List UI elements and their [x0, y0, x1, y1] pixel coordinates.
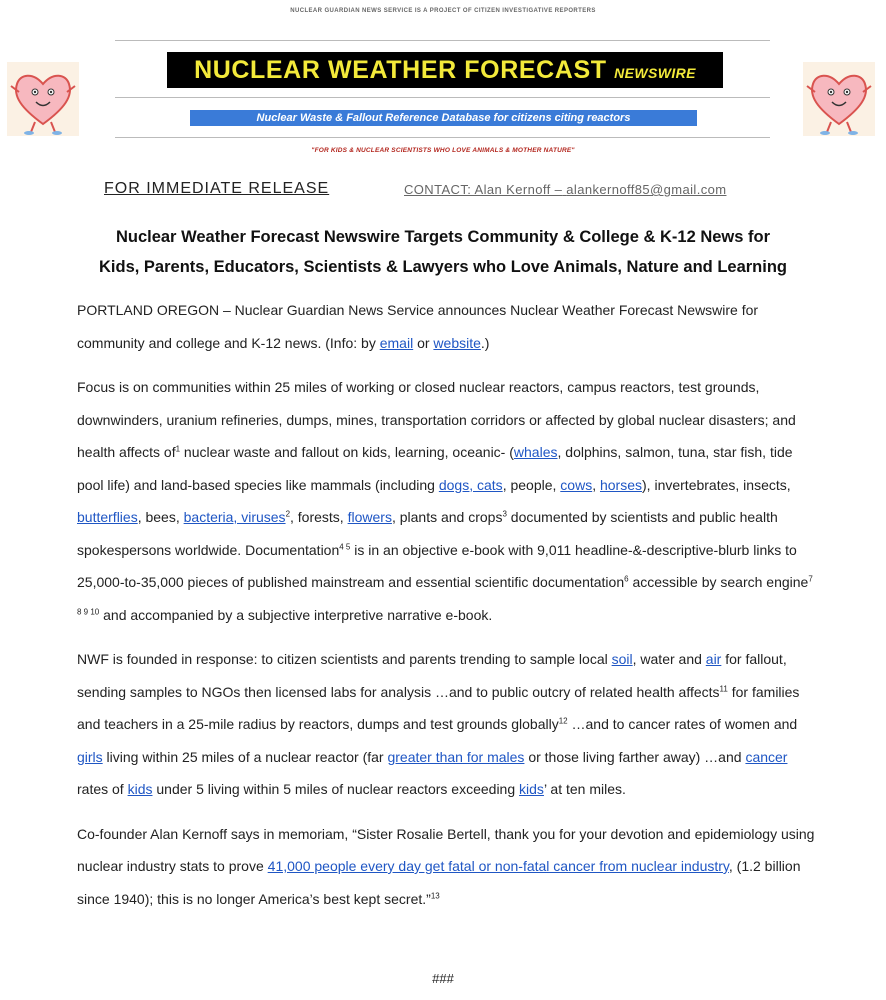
text: nuclear waste and fallout on kids, learning, oceanic- (: [180, 444, 514, 460]
text: and accompanied by a subjective interpretive narrative e-book.: [99, 606, 493, 623]
text: is in an objective e-book with 9,011 headline-&-descriptive-blurb links to 25,000-to-35,000 pieces of published mainstream and essential scientific documentation: [77, 541, 797, 590]
girls-link[interactable]: girls: [77, 748, 103, 765]
footnote-ref: 3: [502, 509, 507, 519]
text: or: [413, 334, 434, 351]
headline-line-2: Kids, Parents, Educators, Scientists & Lawyers who Love Animals, Nature and Learning: [99, 258, 787, 276]
release-label: FOR IMMEDIATE RELEASE: [104, 180, 330, 197]
text: Focus is on communities within 25 miles of working or closed nuclear reactors, campus reactors, test grounds, downwinders, uranium refineries, dumps, mines, transportation corridors or affected by global nuclear disasters; and health affects of: [77, 379, 796, 460]
bacteria-viruses-link[interactable]: bacteria, viruses: [183, 509, 286, 525]
whales-link[interactable]: whales: [513, 444, 558, 460]
banner-subtitle: NEWSWIRE: [614, 65, 696, 81]
press-release-body: [77, 294, 817, 927]
text: , people,: [502, 476, 561, 493]
text: under 5 living within 5 miles of nuclear reactors exceeding: [152, 781, 520, 797]
footnote-ref: 13: [430, 890, 440, 900]
masthead-rule-low: [115, 137, 770, 138]
text: .): [480, 334, 490, 351]
footnote-ref: 6: [624, 574, 629, 584]
text: ,: [592, 476, 600, 493]
cows-link[interactable]: cows: [560, 476, 593, 493]
greater-than-males-link[interactable]: greater than for males: [387, 748, 525, 765]
soil-link[interactable]: soil: [611, 651, 633, 667]
text: for families and teachers in a 25-mile radius by reactors, dumps and test grounds globally: [77, 683, 800, 732]
release-row: [104, 180, 804, 200]
text: , water and: [632, 651, 706, 667]
headline: [70, 222, 816, 282]
website-link[interactable]: website: [433, 334, 481, 351]
butterflies-link[interactable]: butterflies: [77, 509, 138, 525]
text: Co-founder Alan Kernoff says in memoriam, “Sister Rosalie Bertell, thank you for your devotion and epidemiology using nuclear industry stats to prove: [77, 825, 815, 874]
footnote-ref: 4 5: [339, 541, 351, 551]
masthead-rule-top: [115, 40, 770, 41]
headline-line-1: Nuclear Weather Forecast Newswire Targets Community & College & K-12 News for: [115, 228, 771, 246]
text: rates of: [77, 781, 128, 797]
text: , dolphins, salmon, tuna, star fish, tide pool life) and land-based species like mammals (including: [77, 444, 793, 493]
flowers-link[interactable]: flowers: [347, 509, 392, 525]
footnote-ref: 2: [285, 509, 291, 519]
end-mark: ###: [432, 971, 454, 986]
footnote-ref: 1: [175, 444, 181, 454]
text: , forests,: [290, 509, 348, 525]
text: ’ at ten miles.: [543, 781, 626, 797]
text: for fallout, sending samples to NGOs then licensed labs for analysis …and to public outcry of related health affects: [77, 651, 787, 700]
text: or those living farther away) …and: [524, 748, 746, 765]
footnote-ref: 7 8 9 10: [77, 574, 813, 616]
database-subbanner: Nuclear Waste & Fallout Reference Database for citizens citing reactors: [190, 110, 697, 126]
text: PORTLAND OREGON – Nuclear Guardian News Service announces Nuclear Weather Forecast Newswire for community and college and K-12 news. (Info: by: [77, 302, 759, 351]
kids-tagline: "FOR KIDS & NUCLEAR SCIENTISTS WHO LOVE ANIMALS & MOTHER NATURE": [311, 147, 575, 154]
top-tagline: NUCLEAR GUARDIAN NEWS SERVICE IS A PROJECT OF CITIZEN INVESTIGATIVE REPORTERS: [290, 8, 596, 14]
kids-link[interactable]: kids: [127, 781, 153, 797]
heart-mascot-icon: [7, 62, 79, 136]
text: , plants and crops: [391, 509, 503, 525]
banner-title: NUCLEAR WEATHER FORECAST: [194, 56, 607, 84]
dogs-cats-link[interactable]: dogs, cats: [438, 476, 503, 493]
air-link[interactable]: air: [705, 651, 722, 667]
newswire-banner: [167, 52, 723, 88]
footnote-ref: 12: [558, 716, 568, 726]
cancer-stats-link[interactable]: 41,000 people every day get fatal or non-fatal cancer from nuclear industry: [267, 858, 729, 874]
text: NWF is founded in response: to citizen scientists and parents trending to sample local: [77, 651, 612, 667]
text: …and to cancer rates of women and: [567, 716, 798, 732]
contact-email[interactable]: alankernoff85@gmail.com: [566, 182, 727, 197]
contact-label: CONTACT: Alan Kernoff –: [404, 182, 563, 197]
email-link[interactable]: email: [379, 334, 414, 351]
text: , (1.2 billion since 1940); this is no longer America’s best kept secret.”: [77, 858, 801, 907]
paragraph-response: [77, 643, 817, 806]
paragraph-intro: [77, 294, 817, 359]
footnote-ref: 11: [719, 683, 728, 693]
horses-link[interactable]: horses: [599, 476, 643, 493]
text: living within 25 miles of a nuclear reactor (far: [102, 748, 388, 765]
cancer-link[interactable]: cancer: [745, 748, 788, 765]
masthead-rule-mid: [115, 97, 770, 98]
heart-mascot-icon: [803, 62, 875, 136]
kids-ten-miles-link[interactable]: kids: [519, 781, 544, 797]
text: accessible by search engine: [628, 574, 809, 590]
contact-line: [404, 182, 726, 197]
text: ), invertebrates, insects,: [642, 476, 791, 493]
paragraph-focus: [77, 371, 817, 631]
text: documented by scientists and public health spokespersons worldwide. Documentation: [77, 509, 778, 558]
paragraph-quote: [77, 818, 817, 916]
text: , bees,: [137, 509, 184, 525]
